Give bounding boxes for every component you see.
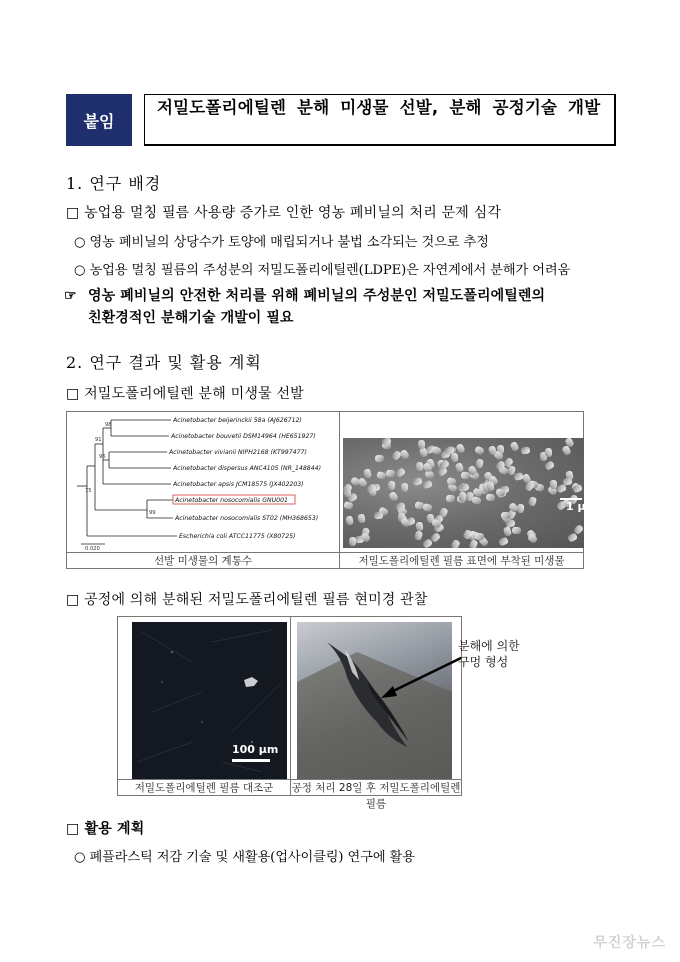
section2-sub-3: ○ 폐플라스틱 저감 기술 및 새활용(업사이클링) 연구에 활용 — [74, 850, 415, 865]
svg-text:96: 96 — [99, 454, 106, 460]
watermark-logo: 무진장뉴스 — [593, 935, 666, 951]
figure2-caption-right: 공정 처리 28일 후 저밀도폴리에틸렌 필름 — [291, 779, 461, 795]
section1-sub-1: ○ 영농 폐비닐의 상당수가 토양에 매립되거나 불법 소각되는 것으로 추정 — [74, 235, 489, 250]
micro-scale-bar — [232, 759, 270, 762]
figure2-caption-left: 저밀도폴리에틸렌 필름 대조군 — [118, 779, 290, 795]
section1-note-line2: 친환경적인 분해기술 개발이 필요 — [88, 310, 294, 326]
bacterial-cell — [451, 539, 461, 548]
bacterial-cell — [456, 443, 466, 454]
bacterial-cell — [545, 448, 552, 457]
section1-note-line1: 영농 폐비닐의 안전한 처리를 위해 폐비닐의 주성분인 저밀도폴리에틸렌의 — [88, 288, 546, 304]
bacterial-cell — [412, 477, 423, 486]
bacterial-cell — [345, 515, 353, 525]
svg-text:Escherichia coli ATCC11775 (X8: Escherichia coli ATCC11775 (X80725) — [179, 533, 296, 540]
figure1-caption-left: 선발 미생물의 계통수 — [67, 552, 339, 568]
micro-scale-label: 100 μm — [232, 743, 279, 756]
svg-text:Acinetobacter vivianii NIPH216: Acinetobacter vivianii NIPH2168 (KT997477) — [169, 449, 307, 456]
bacterial-cell — [475, 533, 484, 540]
bacterial-cell — [418, 440, 425, 449]
bacterial-cell — [567, 533, 578, 543]
bacterial-cell — [510, 441, 520, 452]
svg-text:Acinetobacter nosocomialis GNU: Acinetobacter nosocomialis GNU001 — [175, 497, 288, 504]
bacterial-cell — [357, 514, 365, 524]
bacterial-cell — [373, 511, 383, 519]
hole-annotation — [458, 638, 520, 670]
svg-text:Acinetobacter nosocomialis ST0: Acinetobacter nosocomialis ST02 (MH368653) — [175, 515, 319, 522]
bacterial-cell — [343, 483, 353, 494]
section1-bullet: □ 농업용 멀칭 필름 사용량 증가로 인한 영농 폐비닐의 처리 문제 심각 — [66, 205, 502, 221]
svg-text:75: 75 — [85, 488, 92, 494]
section2-heading: 2. 연구 결과 및 활용 계획 — [66, 353, 262, 372]
bacterial-cell — [474, 445, 485, 455]
section1-sub-2: ○ 농업용 멀칭 필름의 주성분의 저밀도폴리에틸렌(LDPE)은 자연계에서 분해가 어려움 — [74, 263, 571, 278]
attachment-badge: 붙임 — [66, 94, 132, 146]
svg-text:Acinetobacter beijerinckii 58a: Acinetobacter beijerinckii 58a (AJ626712) — [173, 417, 302, 424]
bacterial-cell — [572, 484, 583, 494]
annotation-arrow — [297, 622, 467, 712]
bacterial-cell — [375, 455, 384, 462]
bacterial-cell — [512, 526, 522, 534]
section2-bullet-3: □ 활용 계획 — [66, 821, 145, 837]
bacterial-cell — [349, 537, 356, 546]
bacterial-cell — [544, 460, 555, 471]
bacterial-cell — [389, 491, 400, 502]
hole-annotation-line1: 분해에 의한 — [458, 639, 520, 653]
bacterial-cell — [395, 467, 406, 478]
hole-annotation-line2: 구멍 형성 — [458, 655, 509, 669]
section2-bullet-1: □ 저밀도폴리에틸렌 분해 미생물 선발 — [66, 386, 304, 402]
bacterial-cell — [446, 476, 457, 485]
sem-micrograph — [343, 438, 584, 548]
bacterial-cell — [414, 531, 423, 542]
control-film-micrograph — [132, 622, 287, 780]
svg-text:Acinetobacter dispersus ANC410: Acinetobacter dispersus ANC4105 (NR_148844) — [173, 465, 322, 472]
bacterial-cell — [549, 480, 556, 489]
svg-text:Acinetobacter apsis JCM18575 (: Acinetobacter apsis JCM18575 (JX402203) — [173, 481, 304, 488]
bacterial-cell — [416, 522, 424, 532]
svg-text:0.020: 0.020 — [85, 546, 100, 552]
phylogenetic-tree — [67, 414, 335, 552]
section2-bullet-2: □ 공정에 의해 분해된 저밀도폴리에틸렌 필름 현미경 관찰 — [66, 592, 428, 608]
document-title: 저밀도폴리에틸렌 분해 미생물 선발, 분해 공정기술 개발 — [144, 94, 616, 146]
bacterial-cell — [422, 480, 433, 490]
bacterial-cell — [498, 536, 509, 546]
bacterial-cell — [528, 496, 537, 507]
svg-text:99: 99 — [149, 510, 156, 516]
pointing-hand-icon: ☞ — [64, 288, 77, 304]
sem-scale-label: 1 μm — [566, 500, 598, 513]
bacterial-cell — [486, 481, 494, 491]
bacterial-cell — [343, 501, 354, 510]
section1-heading: 1. 연구 배경 — [66, 174, 162, 193]
bacterial-cell — [485, 494, 495, 502]
svg-text:98: 98 — [105, 422, 112, 428]
figure1-caption-right: 저밀도폴리에틸렌 필름 표면에 부착된 미생물 — [340, 552, 583, 568]
bacterial-cell — [520, 446, 530, 454]
svg-text:Acinetobacter bouvetii DSM1496: Acinetobacter bouvetii DSM14964 (HE651927) — [171, 433, 316, 440]
bacterial-cell — [501, 511, 510, 518]
bacterial-cell — [469, 539, 479, 548]
bacterial-cell — [399, 449, 410, 460]
bacterial-cell — [527, 533, 538, 544]
bacterial-cell — [451, 453, 459, 462]
bacterial-cell — [387, 480, 395, 490]
bacterial-cell — [475, 459, 484, 470]
bacterial-cell — [386, 469, 396, 477]
bacterial-cell — [364, 468, 373, 478]
bacterial-cell — [446, 495, 455, 502]
bacterial-cell — [422, 502, 433, 511]
bacterial-cell — [503, 526, 512, 537]
bacterial-cell — [415, 462, 422, 471]
svg-text:91: 91 — [95, 437, 102, 443]
bacterial-cell — [401, 483, 408, 492]
